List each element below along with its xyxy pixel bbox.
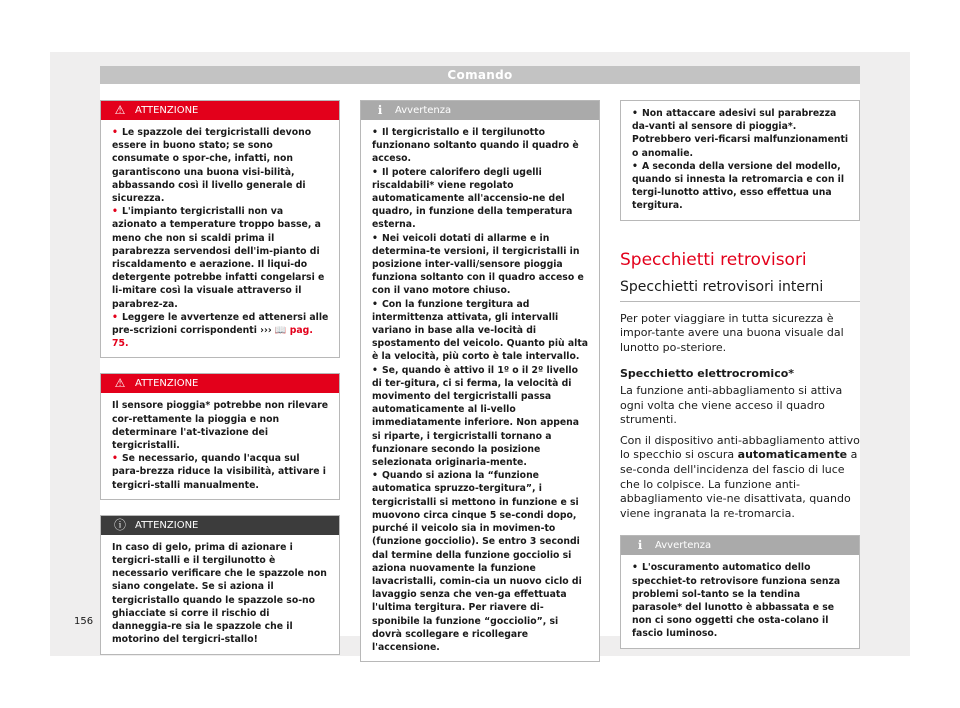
book-icon: 📖 (274, 325, 287, 337)
body-paragraph: La funzione anti-abbagliamento si attiva ogni volta che viene acceso il quadro strumenti. (620, 384, 843, 427)
body-paragraph: Con il dispositivo anti-abbagliamento attivo lo specchio si oscura automaticamente a se-conda dell'incidenza del fascio di luce che lo colpisce. La funzione anti-abbagliamento vie-ne disattivata, quando viene ingranata la re-tromarcia. (620, 433, 860, 520)
warning-box-body (101, 393, 339, 498)
note-box-header (621, 536, 859, 555)
bullet-icon: • (112, 311, 118, 323)
list-item: • Leggere le avvertenze ed attenersi alle pre-scrizioni corrispondenti ››› 📖 pag. 75. (112, 311, 329, 350)
list-item: • Se necessario, quando l'acqua sul para-brezza riduce la visibilità, attivare i tergicri-stalli manualmente. (112, 453, 326, 491)
bullet-icon: • (372, 232, 378, 244)
subsection-title: Specchietti retrovisori interni (620, 277, 860, 302)
bullet-icon: • (372, 166, 378, 178)
list-item: • L'oscuramento automatico dello specchiet-to retrovisore funziona senza problemi sol-tanto se la tendina parasole* del lunotto è abbassata e se non ci sono oggetti che osta-colano il fascio luminoso. (632, 562, 841, 640)
bullet-icon: • (112, 453, 118, 465)
bullet-icon: • (632, 160, 638, 172)
caution-box-body (101, 535, 339, 654)
note-box-wipers (360, 100, 600, 662)
warning-triangle-icon: ⚠ (114, 103, 126, 117)
bullet-icon: • (112, 127, 118, 138)
section-title: Specchietti retrovisori (620, 249, 807, 270)
intro-text: Il sensore pioggia* potrebbe non rilevare cor-rettamente la pioggia e non determinare l'at-tivazione dei tergicristalli. (112, 400, 329, 452)
list-item: • A seconda della versione del modello, quando si innesta la retromarcia e con il tergi-lunotto attivo, esso effettua una tergitura. (632, 160, 845, 212)
bullet-icon: • (372, 364, 378, 376)
caution-heading: ATTENZIONE (135, 519, 199, 531)
list-item: • L'impianto tergicristalli non va azionato a temperature troppo basse, a meno che non si scaldi prima il parabrezza servendosi dell'im-pianto di riscaldamento e aerazione. Il liqui-do detergente potrebbe infatti congelarsi e li-mitare così la visuale attraverso il parabrez-za. (112, 206, 325, 310)
bullet-icon: • (372, 298, 378, 310)
column-middle (360, 100, 600, 662)
warning-box-wipers (100, 100, 340, 358)
caution-box-header (101, 516, 339, 535)
subheading: Specchietto elettrocromico* (620, 367, 795, 381)
bullet-icon: • (112, 206, 118, 218)
note-box-body (361, 120, 599, 661)
note-heading: Avvertenza (655, 540, 712, 552)
page-number: 156 (74, 616, 94, 627)
warning-box-body (101, 120, 339, 357)
page-reference-link[interactable]: pag. 75. (112, 325, 313, 350)
list-item: • Il potere calorifero degli ugelli riscaldabili* viene regolato automaticamente all'accensio-ne del quadro, in funzione della temperatura esterna. (372, 166, 573, 231)
note-info-icon: ℹ (637, 538, 643, 553)
warning-heading: ATTENZIONE (135, 378, 199, 390)
list-item: • Quando si aziona la “funzione automatica spruzzo-tergitura”, i tergicristalli si mettono in funzione e si muovono circa cinque 5 se-condi dopo, purché il veicolo sia in movimen-to (funzione gocciolio). Se entro 3 secondi dal termine della funzione gocciolio si aziona nuovamente la funzione lavacristalli, comin-cia un nuovo ciclo di lavaggio senza che ven-ga effettuata l'ultima tergitura. Per riavere di-sponibile la funzione “gocciolio”, si dovrà scollegare e ricollegare l'accensione. (372, 470, 582, 653)
note-heading: Avvertenza (395, 105, 452, 116)
warning-box-rain-sensor (100, 373, 340, 499)
column-left (100, 100, 340, 655)
note-box-mirror (620, 535, 860, 648)
note-box-body (621, 555, 859, 647)
note-info-icon: ℹ (377, 103, 383, 117)
list-item: • Nei veicoli dotati di allarme e in determina-te versioni, il tergicristalli in posizione inter-valli/sensore pioggia funziona soltanto con il quadro acceso e con il vano motore chiuso. (372, 232, 584, 297)
reference-arrows: ››› (260, 325, 272, 337)
bullet-icon: • (632, 108, 638, 119)
list-item: • Il tergicristallo e il tergilunotto funzionano soltanto quando il quadro è acceso. (372, 127, 579, 165)
warning-box-header (101, 374, 339, 393)
caution-circle-icon: ⓘ (113, 517, 126, 532)
bullet-icon: • (372, 470, 378, 482)
warning-box-header (101, 101, 339, 120)
warning-triangle-icon: ⚠ (114, 376, 126, 391)
body-paragraph: Per poter viaggiare in tutta sicurezza è impor-tante avere una buona visuale dal lunotto po-steriore. (620, 311, 844, 354)
warning-heading: ATTENZIONE (135, 105, 199, 116)
list-item: • Con la funzione tergitura ad intermittenza attivata, gli intervalli variano in base alla ve-locità di spostamento del veicolo. Quanto più alta è la velocità, più corto è tale intervallo. (372, 298, 589, 363)
list-item: • Non attaccare adesivi sul parabrezza da-vanti al sensore di pioggia*. Potrebbero veri-ficarsi malfunzionamenti o anomalie. (632, 108, 849, 159)
caution-text: In caso di gelo, prima di azionare i tergicri-stalli e il tergilunotto è necessario verificare che le spazzole non siano congelate. Se si aziona il tergicristallo quando le spazzole so-no ghiacciate si corre il rischio di danneggia-re sia le spazzole che il motorino del tergicri-stallo! (112, 541, 327, 646)
note-box-header (361, 101, 599, 120)
page-header: Comando (100, 66, 860, 84)
note-box-continued (620, 100, 860, 221)
note-box-body (621, 101, 859, 220)
column-right (620, 100, 860, 649)
list-item: • Le spazzole dei tergicristalli devono essere in buono stato; se sono consumate o spor-che, infatti, non garantiscono una buona visi-bilità, abbassando così il livello generale di sicurezza. (112, 127, 312, 205)
list-item: • Se, quando è attivo il 1º o il 2º livello di ter-gitura, ci si ferma, la velocità di movimento del tergicristalli passa automaticamente al li-vello immediatamente inferiore. Non appena si riparte, i tergicristalli tornano a funzionare secondo la posizione selezionata originaria-mente. (372, 364, 580, 469)
bullet-icon: • (372, 127, 378, 138)
caution-box-frost (100, 515, 340, 655)
bullet-icon: • (632, 562, 638, 574)
